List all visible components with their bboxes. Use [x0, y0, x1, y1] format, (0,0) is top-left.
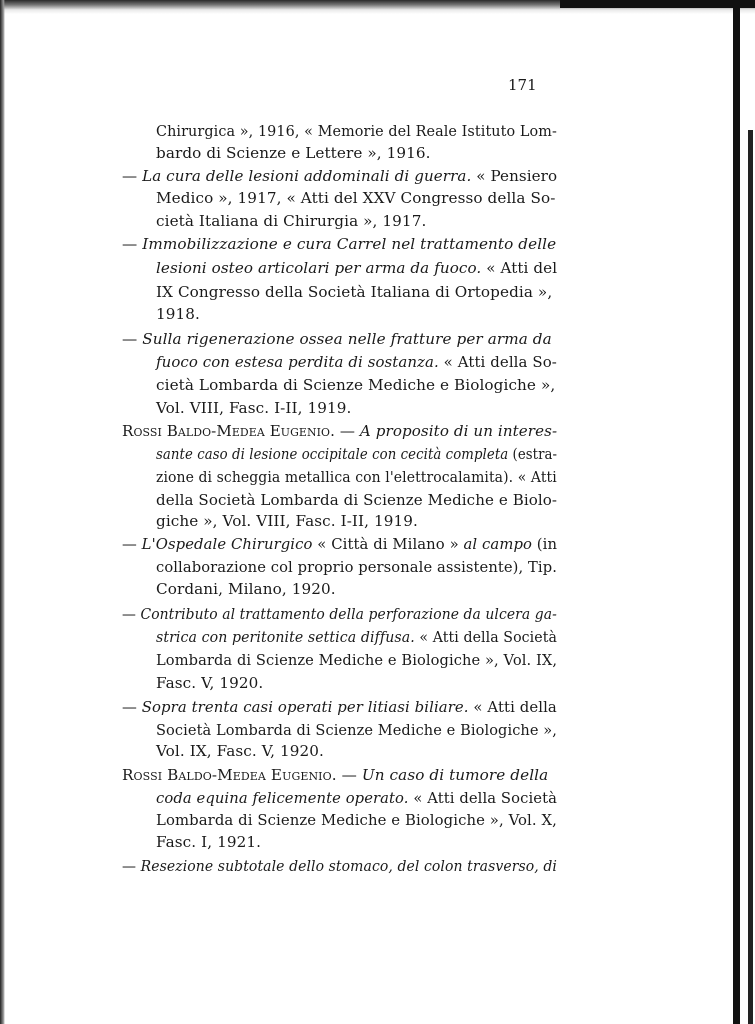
- plain-text: « Atti della Società: [408, 789, 557, 807]
- entry-first-line: [122, 604, 557, 624]
- plain-text: Fasc. I, 1921.: [156, 833, 262, 851]
- plain-text: Società Lombarda di Scienze Mediche e Biologiche »,: [156, 721, 558, 739]
- text-line: [156, 650, 557, 670]
- plain-text: bardo di Scienze e Lettere », 1916.: [156, 144, 431, 162]
- plain-text: —: [334, 422, 360, 440]
- entry-first-line: [122, 166, 557, 186]
- entry-first-line: [122, 697, 557, 717]
- title-text: al campo: [463, 535, 532, 553]
- scan-border-top-right: [560, 0, 755, 8]
- text-line: [156, 788, 557, 808]
- author-name: Rossi Baldo-Medea Eugenio.: [122, 422, 335, 440]
- title-text: La cura delle lesioni addominali di guerra.: [142, 167, 472, 185]
- text-line: [156, 398, 351, 418]
- author-line: [122, 765, 548, 785]
- title-text: Contributo al trattamento della perforazione da ulcera ga-: [140, 605, 557, 623]
- text-line: [156, 832, 261, 852]
- plain-text: Vol. IX, Fasc. V, 1920.: [156, 742, 324, 760]
- text-line: [156, 741, 324, 761]
- text-line: [156, 490, 557, 510]
- title-text: strica con peritonite settica diffusa.: [156, 628, 415, 646]
- text-line: [156, 511, 418, 531]
- text-line: [156, 143, 431, 163]
- plain-text: —: [336, 766, 362, 784]
- plain-text: « Città di Milano »: [312, 535, 464, 553]
- title-text: sante caso di lesione occipitale con cecità completa: [156, 445, 509, 463]
- text-line: [156, 579, 336, 599]
- plain-text: Medico », 1917, « Atti del XXV Congresso della So-: [156, 189, 556, 207]
- title-text: Un caso di tumore della: [361, 766, 549, 784]
- text-line: [156, 627, 557, 647]
- plain-text: —: [122, 535, 142, 553]
- plain-text: cietà Italiana di Chirurgia », 1917.: [156, 212, 427, 230]
- text-line: [156, 467, 557, 487]
- plain-text: Fasc. V, 1920.: [156, 674, 264, 692]
- text-line: [156, 121, 557, 141]
- plain-text: Lombarda di Scienze Mediche e Biologiche », Vol. X,: [156, 811, 557, 829]
- plain-text: —: [122, 605, 141, 623]
- plain-text: della Società Lombarda di Scienze Mediche e Biolo-: [156, 491, 558, 509]
- text-line: [156, 282, 552, 302]
- plain-text: Chirurgica », 1916, « Memorie del Reale Istituto Lom-: [156, 122, 557, 140]
- text-line: [156, 211, 426, 231]
- plain-text: —: [122, 857, 141, 875]
- plain-text: « Atti della Società: [414, 628, 557, 646]
- title-text: A proposito di un interes-: [359, 422, 558, 440]
- text-line: [156, 258, 557, 278]
- page-number: 171: [508, 76, 537, 94]
- entry-first-line: [122, 856, 557, 876]
- plain-text: —: [122, 167, 143, 185]
- title-text: Resezione subtotale dello stomaco, del colon trasverso, di: [140, 857, 557, 875]
- entry-first-line: [122, 534, 557, 554]
- plain-text: collaborazione col proprio personale assistente), Tip.: [156, 558, 557, 576]
- plain-text: « Atti della So-: [438, 353, 557, 371]
- title-text: fuoco con estesa perdita di sostanza.: [156, 353, 439, 371]
- plain-text: —: [122, 698, 142, 716]
- text-line: [156, 188, 555, 208]
- entry-first-line: [122, 329, 552, 349]
- plain-text: « Atti del: [481, 259, 558, 277]
- text-line: [156, 375, 555, 395]
- title-text: Immobilizzazione e cura Carrel nel trattamento delle: [142, 235, 557, 253]
- text-line: [156, 673, 263, 693]
- scan-border-right: [733, 0, 740, 1024]
- text-line: [156, 304, 200, 324]
- scan-border-right-outer: [748, 130, 753, 1024]
- author-line: [122, 421, 557, 441]
- text-line: [156, 444, 557, 464]
- title-text: lesioni osteo articolari per arma da fuoco.: [156, 259, 482, 277]
- plain-text: « Atti della: [468, 698, 557, 716]
- text-line: [156, 720, 557, 740]
- title-text: Sulla rigenerazione ossea nelle fratture per arma da: [142, 330, 552, 348]
- plain-text: cietà Lombarda di Scienze Mediche e Biologiche »,: [156, 376, 556, 394]
- plain-text: (in: [531, 535, 558, 553]
- plain-text: zione di scheggia metallica con l'elettrocalamita). « Atti: [156, 468, 557, 486]
- plain-text: —: [122, 330, 143, 348]
- plain-text: —: [122, 235, 143, 253]
- scan-border-left: [0, 0, 5, 1024]
- text-line: [156, 557, 557, 577]
- plain-text: 1918.: [156, 305, 200, 323]
- plain-text: « Pensiero: [471, 167, 558, 185]
- plain-text: Lombarda di Scienze Mediche e Biologiche », Vol. IX,: [156, 651, 558, 669]
- plain-text: (estra-: [508, 445, 558, 463]
- entry-first-line: [122, 234, 556, 254]
- title-text: L'Ospedale Chirurgico: [141, 535, 313, 553]
- plain-text: giche », Vol. VIII, Fasc. I-II, 1919.: [156, 512, 418, 530]
- author-name: Rossi Baldo-Medea Eugenio.: [122, 766, 337, 784]
- plain-text: IX Congresso della Società Italiana di Ortopedia »,: [156, 283, 553, 301]
- title-text: coda equina felicemente operato.: [156, 789, 409, 807]
- plain-text: Vol. VIII, Fasc. I-II, 1919.: [156, 399, 352, 417]
- text-line: [156, 810, 557, 830]
- plain-text: Cordani, Milano, 1920.: [156, 580, 336, 598]
- text-line: [156, 352, 557, 372]
- title-text: Sopra trenta casi operati per litiasi biliare.: [141, 698, 469, 716]
